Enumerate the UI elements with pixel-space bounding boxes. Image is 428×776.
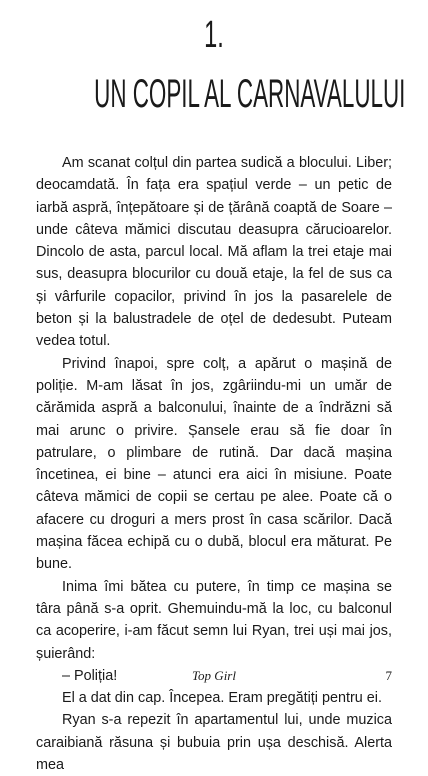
- paragraph: Ryan s-a repezit în apartamentul lui, unde muzica caraibiană răsuna și bubuia prin ușa deschisă. Alerta mea: [36, 712, 392, 774]
- page-footer: [0, 668, 428, 692]
- chapter-number: 1.: [204, 14, 224, 56]
- paragraph: El a dat din cap. Începea. Eram pregătiți pentru ei.: [62, 690, 382, 707]
- page-number: 7: [385, 668, 392, 683]
- paragraph: Inima îmi bătea cu putere, în timp ce mașina se târa până s-a oprit. Ghemuindu-mă la loc, cu balconul ca acoperire, i-am făcut semn lui Ryan, trei uși mai jos, șuierând:: [36, 578, 392, 662]
- paragraph: Privind înapoi, spre colț, a apărut o mașină de poliție. M-am lăsat în jos, zgâriindu-mi un umăr de cărămida aspră a balconului, înainte de a îndrăzni să mai arunc o privire. Șansele erau să fie doar în patrulare, o plimbare de rutină. Dar dacă mașina încetinea, ei bine – atunci era aici în misiune. Poate câteva mămici de copii se certau pe alee. Poate că o afacere cu droguri a mers prost în casa scărilor. Dacă mașina făcea echipă cu o dubă, blocul era măturat. Pe bune.: [36, 355, 392, 573]
- chapter-title: UN COPIL AL CARNAVALULUI: [94, 72, 406, 116]
- running-title: Top Girl: [192, 668, 236, 683]
- paragraph: – Poliția!: [62, 667, 118, 684]
- paragraph: Am scanat colțul din partea sudică a blocului. Liber; deocamdată. În fața era spațiul verde – un petic de iarbă aspră, înțepătoare și de țărână coaptă de Soare – unde câteva mămici discutau deasupra cărucioarelor. Dincolo de asta, parcul local. Mă aflam la trei etaje mai sus, deasupra blocurilor cu două etaje, la fel de sus ca și vârfurile copacilor, privind în jos la pasarelele de beton și la balustradele de oțel de dedesubt. Puteam vedea totul.: [36, 155, 392, 350]
